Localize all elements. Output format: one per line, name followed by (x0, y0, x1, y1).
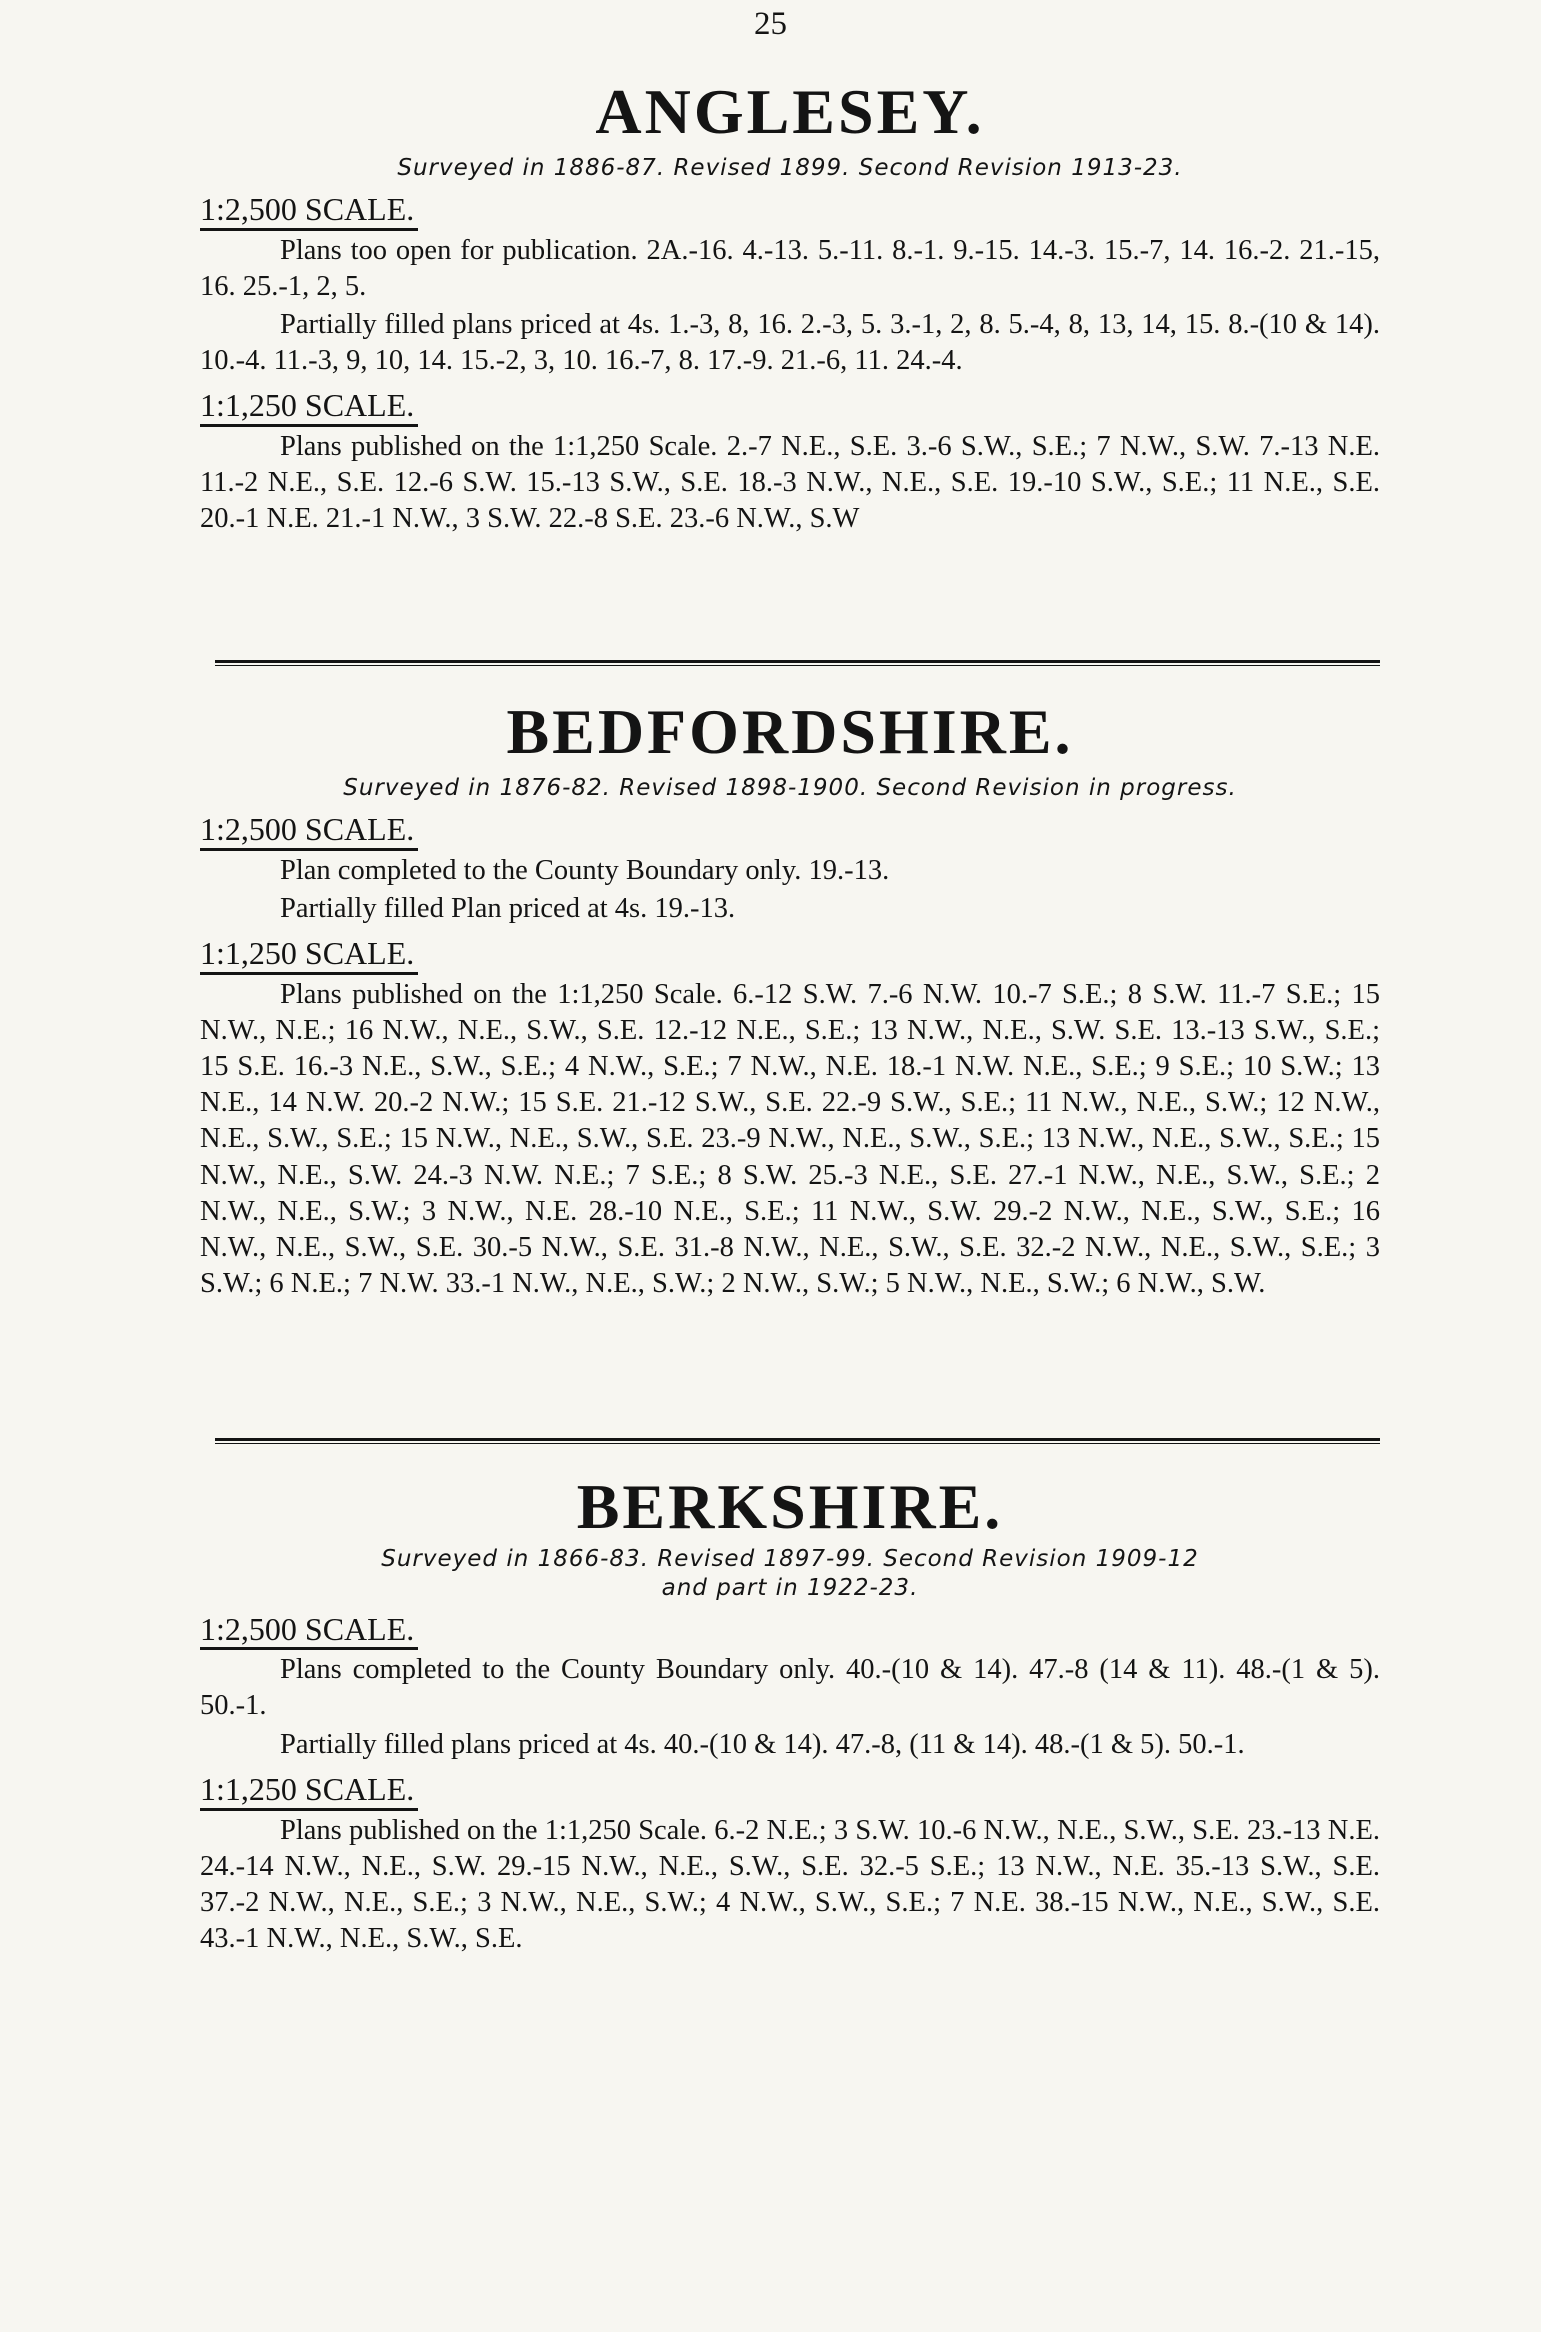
scale-heading: 1:1,250 SCALE. (200, 387, 418, 427)
section-title: BEDFORDSHIRE. (506, 696, 1074, 767)
paragraph: Plans published on the 1:1,250 Scale. 6.-12 S.W. 7.-6 N.W. 10.-7 S.E.; 8 S.W. 11.-7 S.E.; 15 N.W., N.E.; 16 N.W., N.E., S.W., S.E. 12.-12 N.E., S.E.; 13 N.W., N.E., S.W. S.E. 13.-13 S.W., S.E.; 15 S.E. 16.-3 N.E., S.W., S.E.; 4 N.W., S.E.; 7 N.W., N.E. 18.-1 N.W. N.E., S.E.; 9 S.E.; 10 S.W.; 13 N.E., 14 N.W. 20.-2 N.W.; 15 S.E. 21.-12 S.W., S.E. 22.-9 S.W., S.E.; 11 N.W., N.E., S.W.; 12 N.W., N.E., S.W., S.E.; 15 N.W., N.E., S.W., S.E. 23.-9 N.W., N.E., S.W., S.E.; 13 N.W., N.E., S.W., S.E.; 15 N.W., N.E., S.W. 24.-3 N.W. N.E.; 7 S.E.; 8 S.W. 25.-3 N.E., S.E. 27.-1 N.W., N.E., S.W., S.E.; 2 N.W., N.E., S.W.; 3 N.W., N.E. 28.-10 N.E., S.E.; 11 N.W., S.W. 29.-2 N.W., N.E., S.W., S.E.; 16 N.W., N.E., S.W., S.E. 30.-5 N.W., S.E. 31.-8 N.W., N.E., S.W., S.E. 32.-2 N.W., N.E., S.W., S.E.; 3 S.W.; 6 N.E.; 7 N.W. 33.-1 N.W., N.E., S.W.; 2 N.W., S.W.; 5 N.W., N.E., S.W.; 6 N.W., S.W. (200, 978, 1380, 1300)
survey-line: Surveyed in 1876-82. Revised 1898-1900. Second Revision in progress. (343, 775, 1237, 801)
paragraph: Partially filled Plan priced at 4s. 19.-13. (280, 892, 736, 924)
section-anglesey (200, 76, 1380, 538)
scale-heading: 1:1,250 SCALE. (200, 935, 418, 975)
scale-heading: 1:1,250 SCALE. (200, 1771, 418, 1811)
section-divider (215, 660, 1380, 666)
paragraph: Partially filled plans priced at 4s. 40.-(10 & 14). 47.-8, (11 & 14). 48.-(1 & 5). 50.-1. (280, 1728, 1245, 1760)
paragraph: Plans too open for publication. 2A.-16. 4.-13. 5.-11. 8.-1. 9.-15. 14.-3. 15.-7, 14. 16.-2. 21.-15, 16. 25.-1, 2, 5. (200, 234, 1380, 302)
survey-line: Surveyed in 1886-87. Revised 1899. Second Revision 1913-23. (397, 155, 1183, 181)
section-bedfordshire (200, 696, 1380, 1302)
paragraph: Plans completed to the County Boundary only. 40.-(10 & 14). 47.-8 (14 & 11). 48.-(1 & 5). 50.-1. (200, 1654, 1380, 1722)
section-berkshire (200, 1471, 1380, 1957)
section-title: ANGLESEY. (595, 76, 985, 147)
scale-heading: 1:2,500 SCALE. (200, 191, 418, 231)
page-number: 25 (754, 6, 787, 42)
section-divider (215, 1438, 1380, 1444)
section-title: BERKSHIRE. (576, 1471, 1004, 1542)
survey-line: and part in 1922-23. (661, 1574, 919, 1601)
paragraph: Partially filled plans priced at 4s. 1.-3, 8, 16. 2.-3, 5. 3.-1, 2, 8. 5.-4, 8, 13, 14, 15. 8.-(10 & 14). 10.-4. 11.-3, 9, 10, 14. 15.-2, 3, 10. 16.-7, 8. 17.-9. 21.-6, 11. 24.-4. (200, 308, 1380, 377)
paragraph: Plans published on the 1:1,250 Scale. 2.-7 N.E., S.E. 3.-6 S.W., S.E.; 7 N.W., S.W. 7.-13 N.E. 11.-2 N.E., S.E. 12.-6 S.W. 15.-13 S.W., S.E. 18.-3 N.W., N.E., S.E. 19.-10 S.W., S.E.; 11 N.E., S.E. 20.-1 N.E. 21.-1 N.W., 3 S.W. 22.-8 S.E. 23.-6 N.W., S.W (200, 431, 1380, 535)
survey-line: Surveyed in 1866-83. Revised 1897-99. Second Revision 1909-12 (381, 1546, 1199, 1572)
scale-heading: 1:2,500 SCALE. (200, 1611, 418, 1651)
paragraph: Plans published on the 1:1,250 Scale. 6.-2 N.E.; 3 S.W. 10.-6 N.W., N.E., S.W., S.E. 23.-13 N.E. 24.-14 N.W., N.E., S.W. 29.-15 N.W., N.E., S.W., S.E. 32.-5 S.E.; 13 N.W., N.E. 35.-13 S.W., S.E. 37.-2 N.W., N.E., S.E.; 3 N.W., N.E., S.W.; 4 N.W., S.W., S.E.; 7 N.E. 38.-15 N.W., N.E., S.W., S.E. 43.-1 N.W., N.E., S.W., S.E. (200, 1814, 1380, 1955)
scale-heading: 1:2,500 SCALE. (200, 811, 418, 851)
paragraph: Plan completed to the County Boundary only. 19.-13. (280, 854, 890, 886)
